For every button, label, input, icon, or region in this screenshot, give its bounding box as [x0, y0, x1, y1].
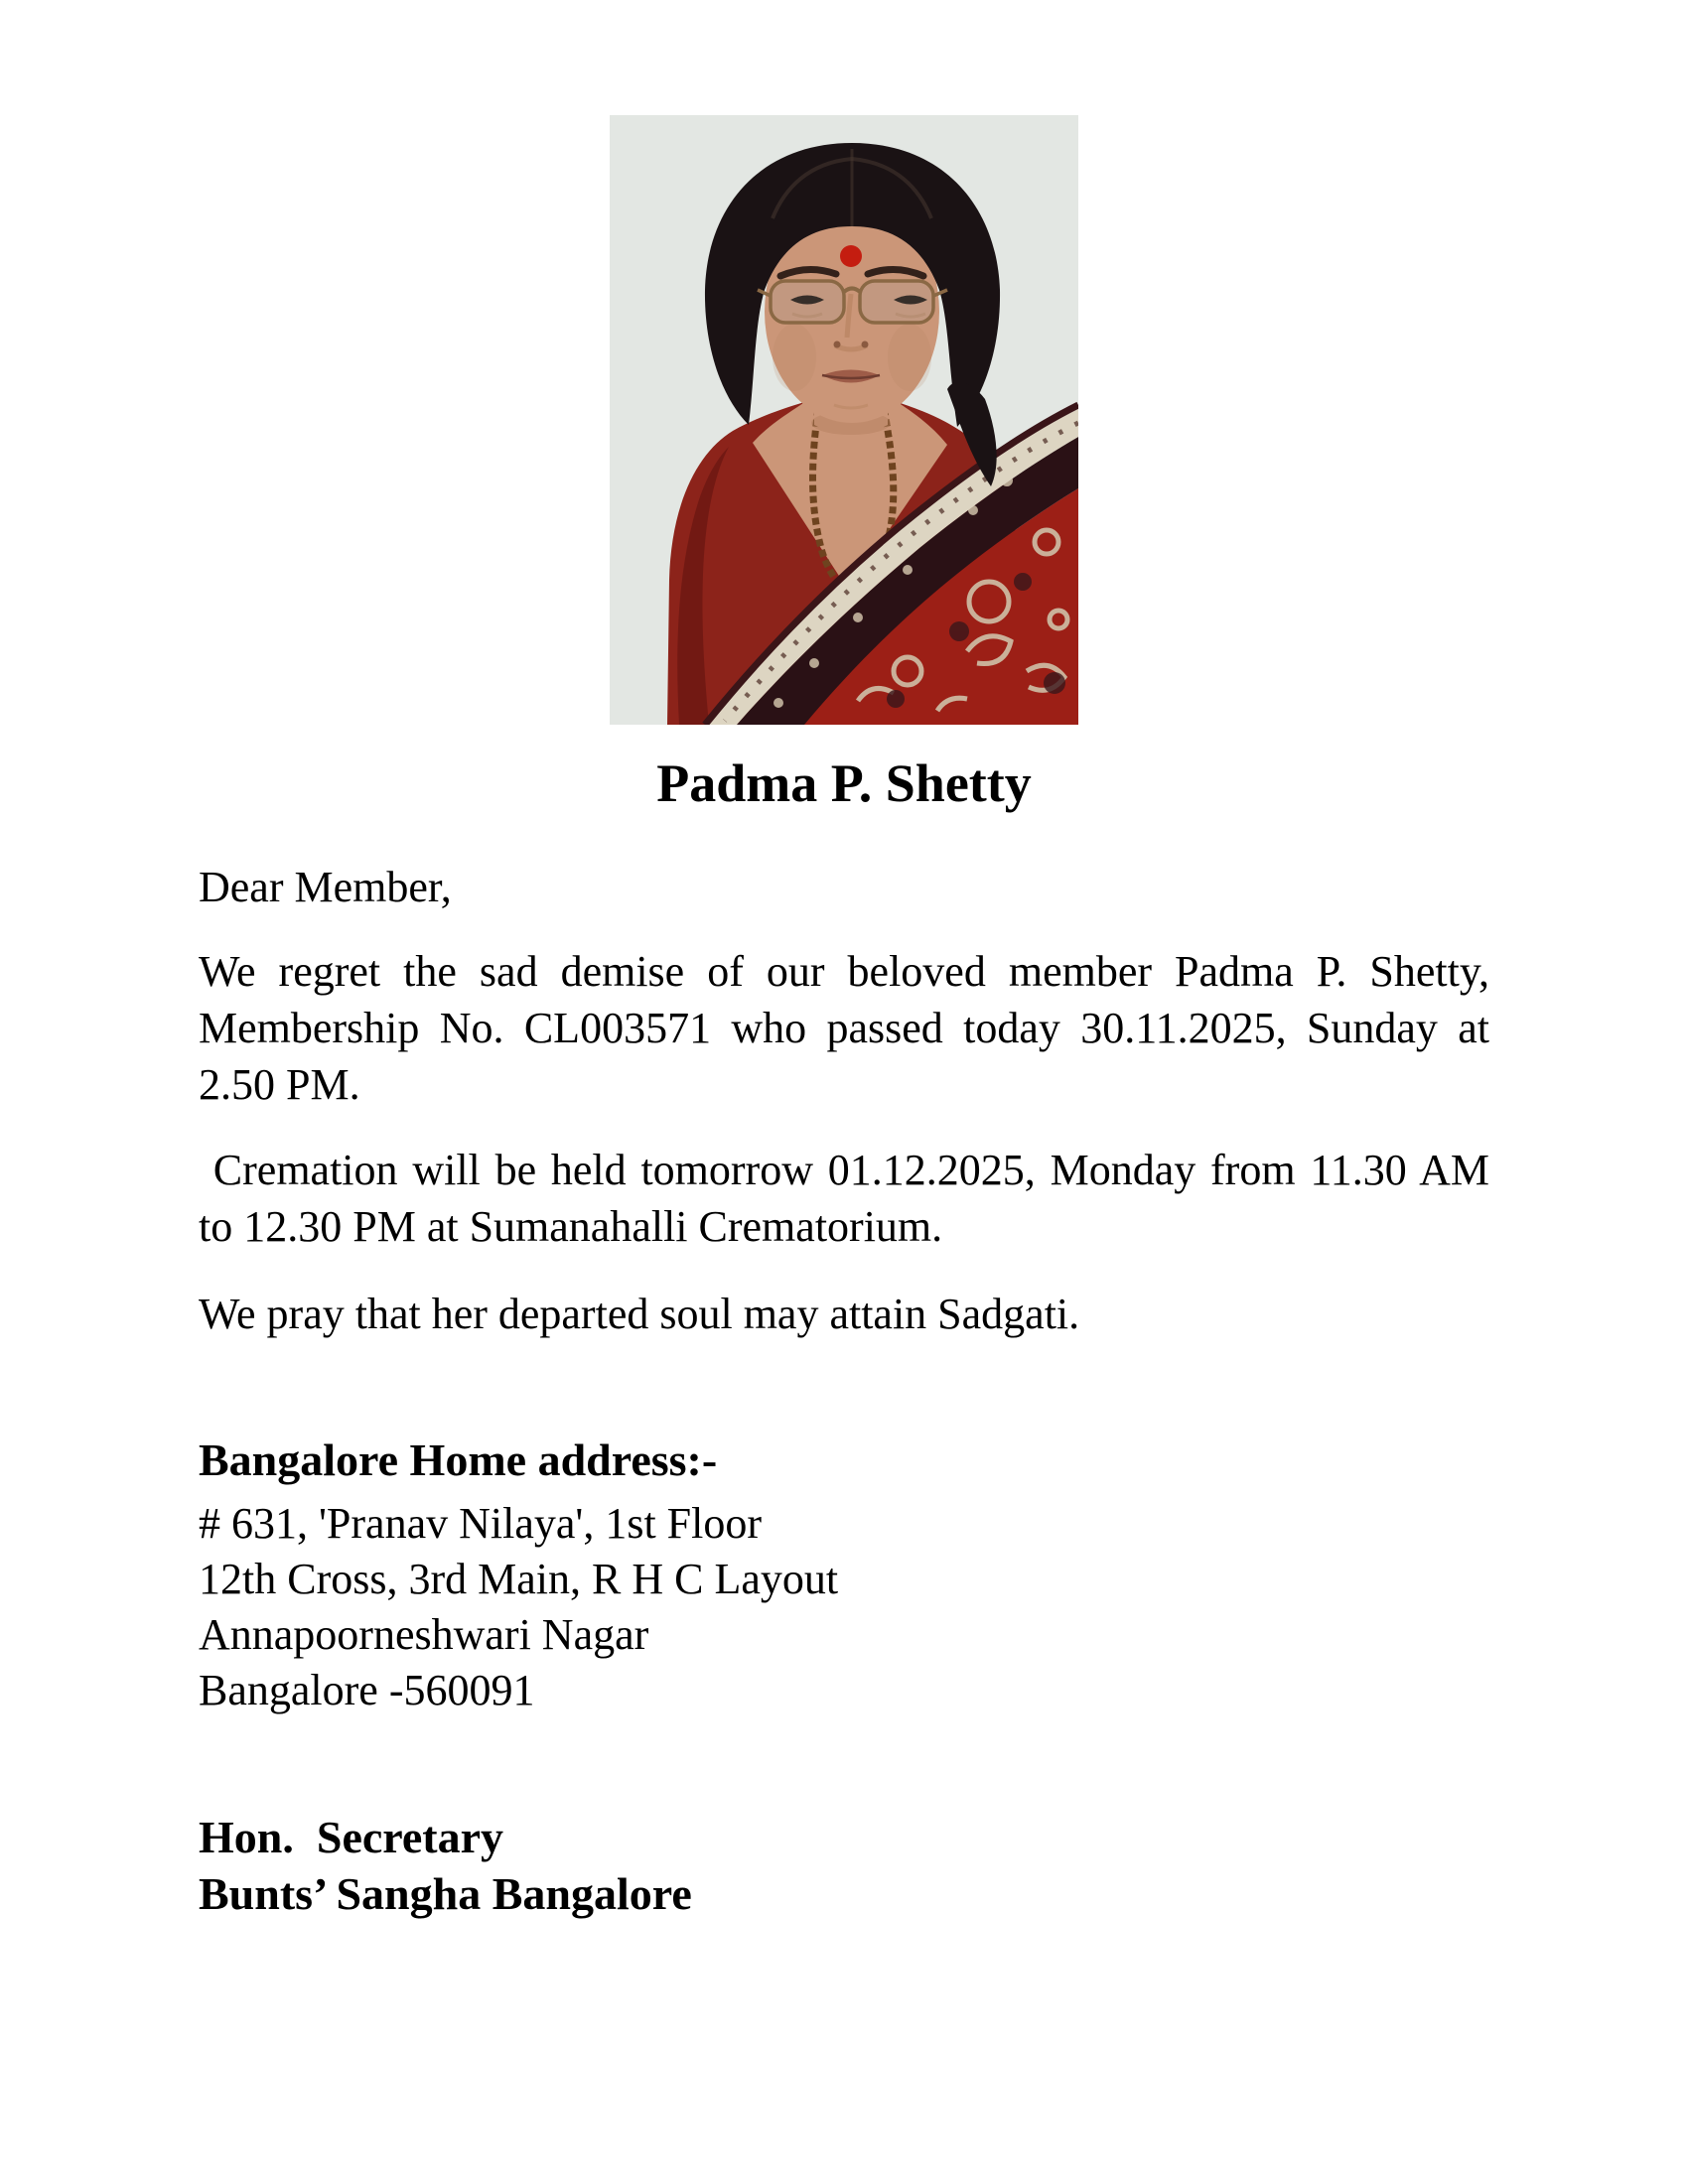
paragraph-line: to 12.30 PM at Sumanahalli Crematorium. [199, 1202, 943, 1251]
page-title: Padma P. Shetty [656, 753, 1032, 813]
signature-role: Hon. Secretary [199, 1812, 504, 1862]
salutation: Dear Member, [199, 863, 452, 911]
notice-body [199, 752, 1489, 1922]
paragraph-cremation [199, 1142, 1489, 1255]
bindi [840, 245, 862, 267]
address-line: # 631, 'Pranav Nilaya', 1st Floor [199, 1499, 763, 1548]
address-line: 12th Cross, 3rd Main, R H C Layout [199, 1555, 839, 1603]
cheek-shade-left [773, 324, 816, 391]
signature-org: Bunts’ Sangha Bangalore [199, 1868, 692, 1919]
paragraph-line: We pray that her departed soul may attain Sadgati. [199, 1290, 1080, 1338]
address-block [199, 1496, 1489, 1718]
address-heading: Bangalore Home address:- [199, 1434, 718, 1485]
cheek-shade-right [888, 324, 931, 391]
address-line: Bangalore -560091 [199, 1666, 535, 1714]
paragraph-line: Cremation will be held tomorrow 01.12.2025, Monday from 11.30 AM [199, 1146, 1489, 1194]
nostril-left [834, 341, 841, 348]
signature-block [199, 1809, 1489, 1922]
nostril-right [862, 341, 869, 348]
paragraph-prayer [199, 1286, 1489, 1342]
portrait-photo [610, 115, 1078, 725]
paragraph-demise [199, 943, 1489, 1113]
address-line: Annapoorneshwari Nagar [199, 1610, 649, 1659]
paragraph-line: We regret the sad demise of our beloved member Padma P. Shetty, [199, 947, 1489, 996]
paragraph-line: 2.50 PM. [199, 1060, 360, 1109]
paragraph-line: Membership No. CL003571 who passed today 30.11.2025, Sunday at [199, 1004, 1489, 1052]
